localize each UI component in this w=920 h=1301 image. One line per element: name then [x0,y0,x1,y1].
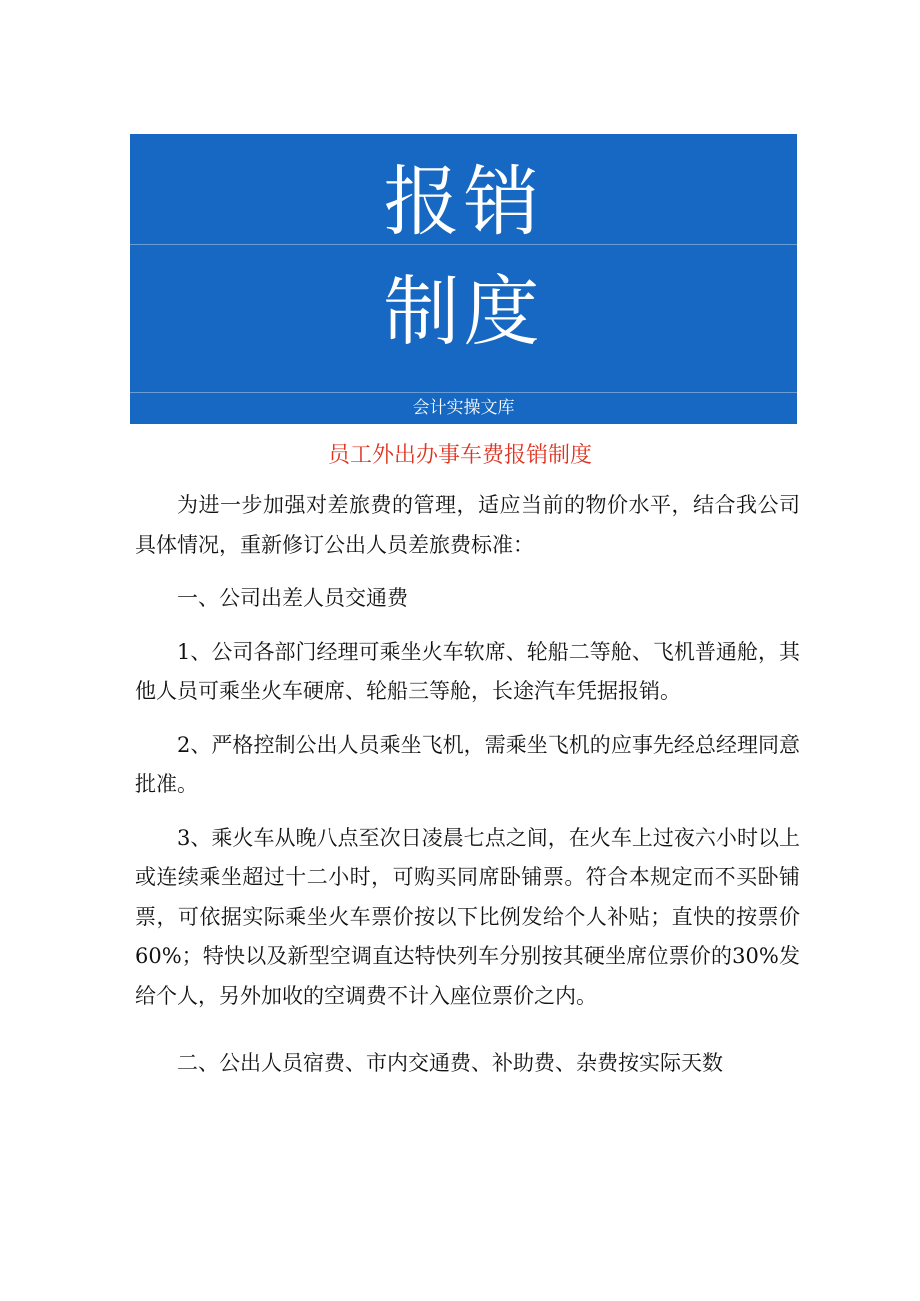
paragraph-section-1-heading: 一、公司出差人员交通费 [177,586,408,610]
banner-subtitle: 会计实操文库 [412,398,515,418]
paragraph-rule-3: 3、乘火车从晚八点至次日凌晨七点之间，在火车上过夜六小时以上或连续乘坐超过十二小时，可购买同席卧铺票。符合本规定而不买卧铺票，可依据实际乘坐火车票价按以下比例发给个人补贴；直快的按票价60%；特快以及新型空调直达特快列车分别按其硬坐席位票价的30%发给个人，另外加收的空调费不计入座位票价之内。 [135,825,800,1008]
banner-title-line1: 报销 [383,157,544,246]
document-body [135,486,800,1098]
banner-divider [130,392,797,393]
banner-title-line2: 制度 [383,267,544,356]
document-title: 员工外出办事车费报销制度 [327,443,592,468]
paragraph-rule-2: 2、严格控制公出人员乘坐飞机，需乘坐飞机的应事先经总经理同意批准。 [135,732,800,796]
paragraph-rule-1: 1、公司各部门经理可乘坐火车软席、轮船二等舱、飞机普通舱，其他人员可乘坐火车硬席、轮船三等舱，长途汽车凭据报销。 [135,639,800,703]
paragraph-intro: 为进一步加强对差旅费的管理，适应当前的物价水平，结合我公司具体情况，重新修订公出人员差旅费标准： [135,493,800,557]
paragraph-section-2-heading: 二、公出人员宿费、市内交通费、补助费、杂费按实际天数 [177,1051,723,1075]
cover-banner [130,134,797,424]
banner-divider [130,244,797,245]
